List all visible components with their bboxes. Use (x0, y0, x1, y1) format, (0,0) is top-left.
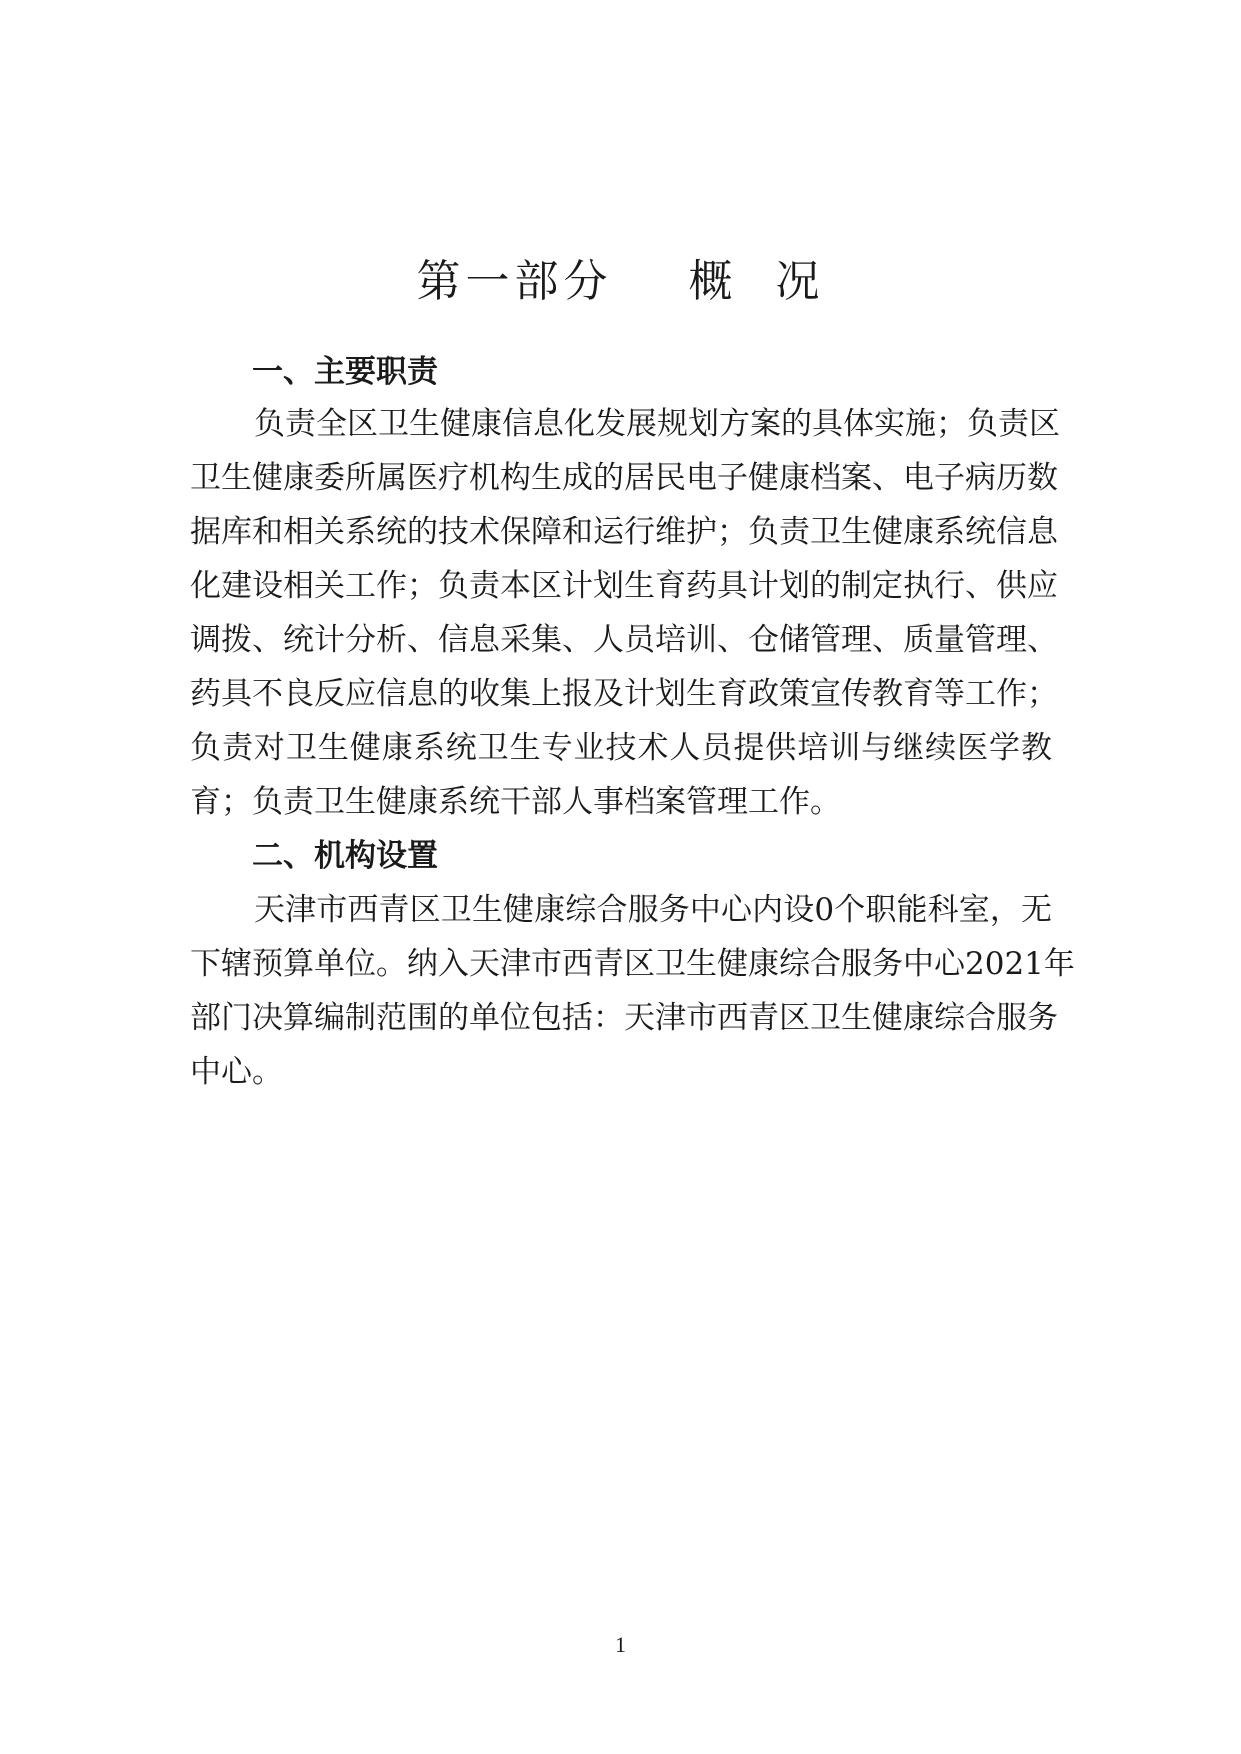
paragraph-line: 卫生健康委所属医疗机构生成的居民电子健康档案、电子病历数 (190, 460, 1058, 496)
paragraph-line: 化建设相关工作；负责本区计划生育药具计划的制定执行、供应 (190, 568, 1058, 604)
section-heading-organization: 二、机构设置 (252, 838, 438, 874)
paragraph-line: 负责全区卫生健康信息化发展规划方案的具体实施；负责区 (254, 406, 1060, 442)
paragraph-line: 部门决算编制范围的单位包括：天津市西青区卫生健康综合服务 (190, 1000, 1058, 1036)
paragraph-line: 中心。 (190, 1054, 283, 1090)
paragraph-line: 药具不良反应信息的收集上报及计划生育政策宣传教育等工作； (190, 676, 1058, 712)
paragraph-line: 负责对卫生健康系统卫生专业技术人员提供培训与继续医学教 (190, 730, 1052, 766)
page-number: 1 (615, 1632, 626, 1657)
section-heading-main-duties: 一、主要职责 (252, 354, 438, 390)
paragraph-line: 调拨、统计分析、信息采集、人员培训、仓储管理、质量管理、 (190, 622, 1058, 658)
paragraph-line: 下辖预算单位。纳入天津市西青区卫生健康综合服务中心2021年 (190, 946, 1075, 982)
paragraph-line: 据库和相关系统的技术保障和运行维护；负责卫生健康系统信息 (190, 514, 1058, 550)
paragraph-line: 天津市西青区卫生健康综合服务中心内设0个职能科室，无 (254, 892, 1052, 928)
paragraph-line: 育；负责卫生健康系统干部人事档案管理工作。 (190, 784, 841, 820)
page-title: 第一部分 概 况 (416, 256, 825, 307)
